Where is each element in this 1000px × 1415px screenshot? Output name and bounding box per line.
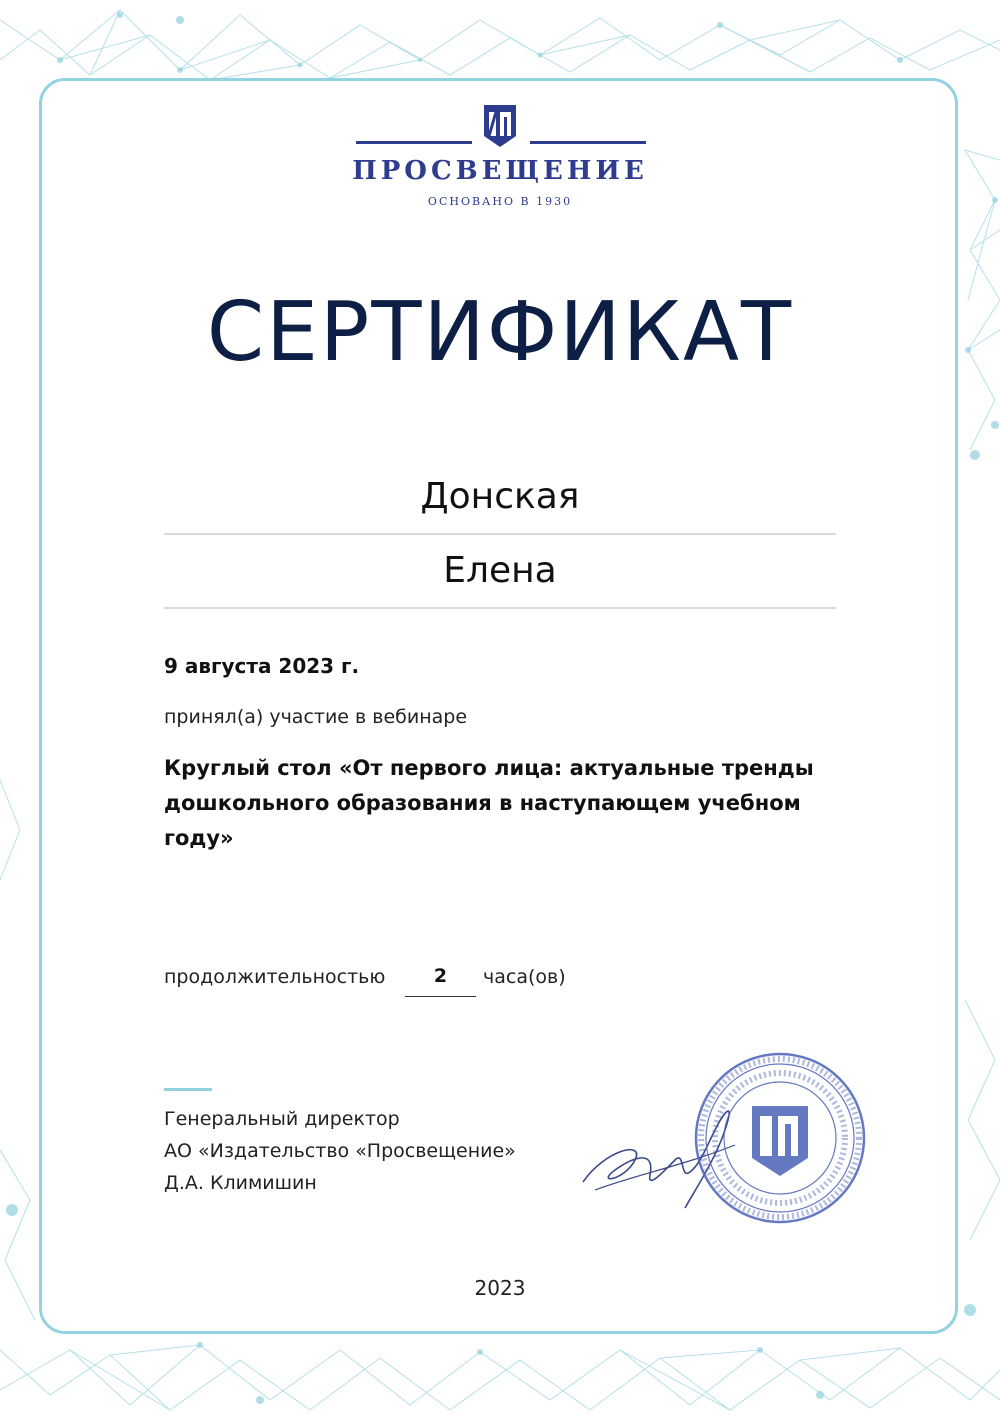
certificate-title: СЕРТИФИКАТ (206, 285, 794, 380)
recipient-given-name: Елена (443, 550, 557, 591)
signatory-organization: АО «Издательство «Просвещение» (164, 1140, 516, 1162)
duration-value: 2 (433, 965, 448, 987)
prosveshchenie-logo-mark-icon (483, 104, 517, 148)
event-date: 9 августа 2023 г. (164, 654, 360, 678)
signatory-accent-line (164, 1088, 212, 1091)
recipient-surname: Донская (420, 476, 580, 517)
brand-name: ПРОСВЕЩЕНИЕ (352, 156, 648, 186)
founded-tagline: ОСНОВАНО В 1930 (427, 195, 573, 208)
footer-year: 2023 (474, 1276, 526, 1300)
publisher-logo (330, 100, 670, 220)
company-seal-stamp-icon (690, 1048, 870, 1228)
signatory-position: Генеральный директор (164, 1108, 400, 1130)
given-name-underline (164, 607, 836, 609)
duration-label: продолжительностью (164, 966, 386, 988)
duration-underline (405, 996, 476, 997)
event-title: Круглый стол «От первого лица: актуальные тренды дошкольного образования в наступающем учебном году» (164, 756, 814, 850)
signatory-name: Д.А. Климишин (164, 1172, 317, 1194)
surname-underline (164, 533, 836, 535)
logo-rule-right (530, 141, 646, 144)
duration-unit: часа(ов) (483, 966, 566, 988)
participation-text: принял(а) участие в вебинаре (164, 706, 468, 728)
logo-rule-left (356, 141, 472, 144)
